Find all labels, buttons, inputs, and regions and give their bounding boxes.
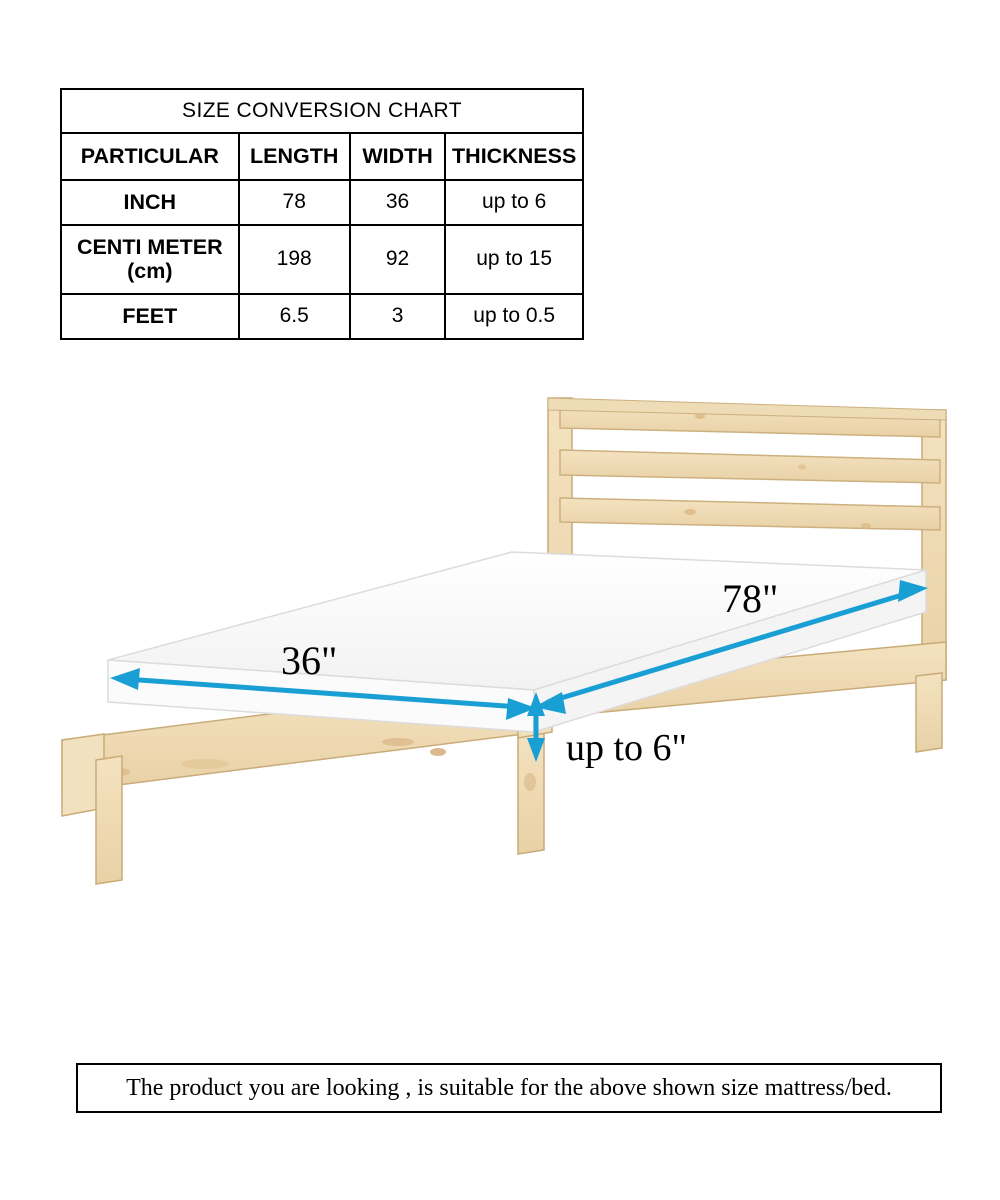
cell-feet-width: 3: [350, 294, 446, 339]
column-header-width: WIDTH: [350, 133, 446, 180]
table-row: [61, 180, 583, 225]
row-label-inch: INCH: [61, 180, 239, 225]
table-header-row: [61, 133, 583, 180]
cell-cm-width: 92: [350, 225, 446, 294]
product-note-box: [76, 1063, 942, 1113]
width-dimension-label: 36": [281, 638, 338, 683]
table-row: [61, 225, 583, 294]
thickness-dimension-label: up to 6": [566, 727, 688, 769]
cell-cm-thickness: up to 15: [445, 225, 583, 294]
cell-cm-length: 198: [239, 225, 350, 294]
length-dimension-label: 78": [722, 576, 779, 621]
row-label-centimeter-line2: (cm): [127, 259, 173, 284]
size-conversion-table: [60, 88, 584, 340]
row-label-centimeter: [61, 225, 239, 294]
row-label-centimeter-line1: CENTI METER: [76, 234, 223, 259]
cell-feet-thickness: up to 0.5: [445, 294, 583, 339]
column-header-length: LENGTH: [239, 133, 350, 180]
column-header-particular: PARTICULAR: [61, 133, 239, 180]
cell-feet-length: 6.5: [239, 294, 350, 339]
product-note-text: The product you are looking , is suitable for the above shown size mattress/bed.: [126, 1074, 892, 1101]
table-title: SIZE CONVERSION CHART: [61, 89, 583, 133]
table-row: [61, 294, 583, 339]
cell-inch-width: 36: [350, 180, 446, 225]
table-title-row: [61, 89, 583, 133]
cell-inch-thickness: up to 6: [445, 180, 583, 225]
row-label-feet: FEET: [61, 294, 239, 339]
column-header-thickness: THICKNESS: [445, 133, 583, 180]
bed-diagram-svg: [0, 380, 1000, 980]
bed-illustration: [0, 380, 1000, 980]
cell-inch-length: 78: [239, 180, 350, 225]
